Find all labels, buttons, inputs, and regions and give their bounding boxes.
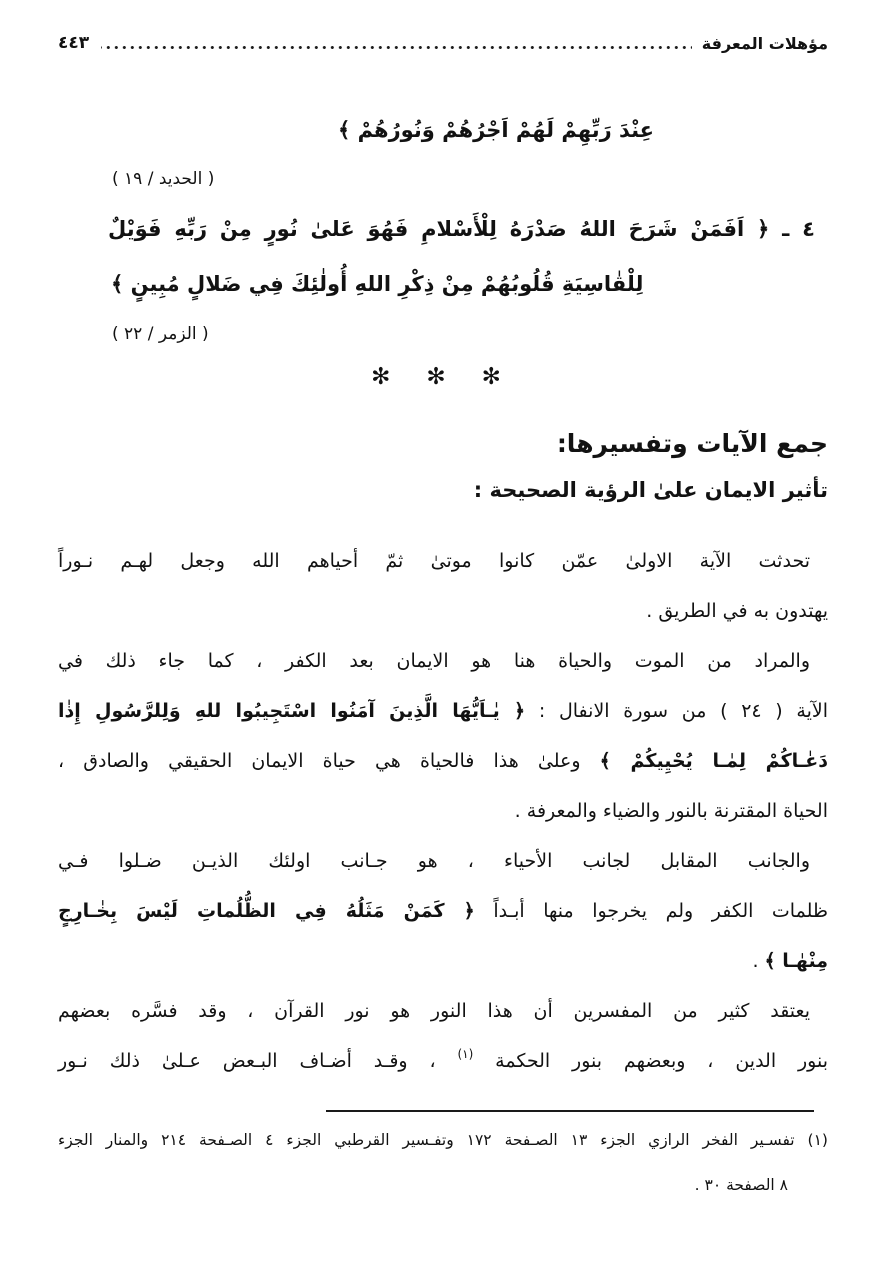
footnote-line-2: ٨ الصفحة ٣٠ . [694,1176,788,1194]
text-line: والمراد من الموت والحياة هنا هو الايمان بعد الكفر ، كما جاء ذلك في [58,650,810,672]
text-segment: . [752,950,765,972]
text-segment: بنور الدين ، وبعضهم بنور الحكمة [473,1050,828,1072]
quran-quote-segment: دَعٰـاكُمْ لِمٰـا يُحْيِيكُمْ ﴾ [599,750,828,772]
paragraph-1 [58,536,828,636]
text-segment: ، وقـد أضـاف البـعض عـلىٰ ذلك نـور [58,1050,458,1072]
text-line: تحدثت الآية الاولىٰ عمّن كانوا موتىٰ ثمّ أحياهم الله وجعل لهـم نـوراً [58,550,810,572]
quran-quote-segment: ﴿ كَمَنْ مَثَلُهُ فِي الظُّلُماتِ لَيْسَ بِخٰـارِجٍ [58,900,475,922]
verse-4-line-1: ٤ ـ ﴿ اَفَمَنْ شَرَحَ اللهُ صَدْرَهُ لِلْأَسْلامِ فَهُوَ عَلىٰ نُورٍ مِنْ رَبِّهِ فَوَيْلٌ [108,217,815,241]
footnote-separator [326,1110,814,1112]
verse-block [58,104,828,356]
verse-4-line-2: لِلْقٰاسِيَةِ قُلُوبُهُمْ مِنْ ذِكْرِ اللهِ أُولٰئِكَ فِي ضَلالٍ مُبِينٍ ﴾ [111,272,644,296]
text-segment: الآية ( ٢٤ ) من سورة الانفال : [525,700,828,722]
text-line [58,886,828,936]
text-segment: وعلىٰ هذا فالحياة هي حياة الايمان الحقيقي والصادق ، [58,750,600,772]
footnote [58,1118,828,1208]
verse-reference-hadid: ( الحديد / ١٩ ) [112,169,215,189]
quran-quote-segment: ﴿ يٰـاَيُّهَا الَّذِينَ آمَنُوا اسْتَجِيبُوا للهِ وَلِلرَّسُولِ إِذٰا [58,700,526,722]
text-line [58,736,828,786]
quran-quote-segment: مِنْهٰـا ﴾ [764,950,828,972]
text-segment: ظلمات الكفر ولم يخرجوا منها أبـداً [474,900,828,922]
footnote-line-1: (١) تفسـير الفخر الرازي الجزء ١٣ الصـفحة ١٧٢ وتفـسير القرطبي الجزء ٤ الصـفحة ٢١٤ والمنار الجزء [58,1131,828,1149]
section-heading: جمع الآيات وتفسيرها: [556,429,828,458]
verse-reference-zumar: ( الزمر / ٢٢ ) [112,324,209,344]
dot-leader [101,45,692,50]
paragraph-4 [58,986,828,1086]
page-number: ٤٤٣ [58,33,90,53]
text-line: يعتقد كثير من المفسرين أن هذا النور هو نور القرآن ، وقد فسَّره بعضهم [58,1000,810,1022]
subsection-heading: تأثير الايمان علىٰ الرؤية الصحيحة : [473,478,828,502]
page-header [58,28,828,58]
text-line [58,936,828,986]
text-line: الحياة المقترنة بالنور والضياء والمعرفة . [514,800,828,822]
asterisk-ornament: ✻ ✻ ✻ [371,364,515,390]
text-line [58,1036,828,1086]
paragraph-3 [58,836,828,986]
text-line [58,686,828,736]
body-text [58,536,828,1086]
footnote-marker: (١) [457,1047,474,1061]
text-line: يهتدون به في الطريق . [646,600,828,622]
text-line: والجانب المقابل لجانب الأحياء ، هو جـانب اولئك الذيـن ضـلوا فـي [58,850,810,872]
verse-continuation-line: عِنْدَ رَبِّهِمْ لَهُمْ اَجْرُهُمْ وَنُورُهُمْ ﴾ [337,118,655,142]
running-title: مؤهلات المعرفة [701,33,828,53]
paragraph-2 [58,636,828,836]
